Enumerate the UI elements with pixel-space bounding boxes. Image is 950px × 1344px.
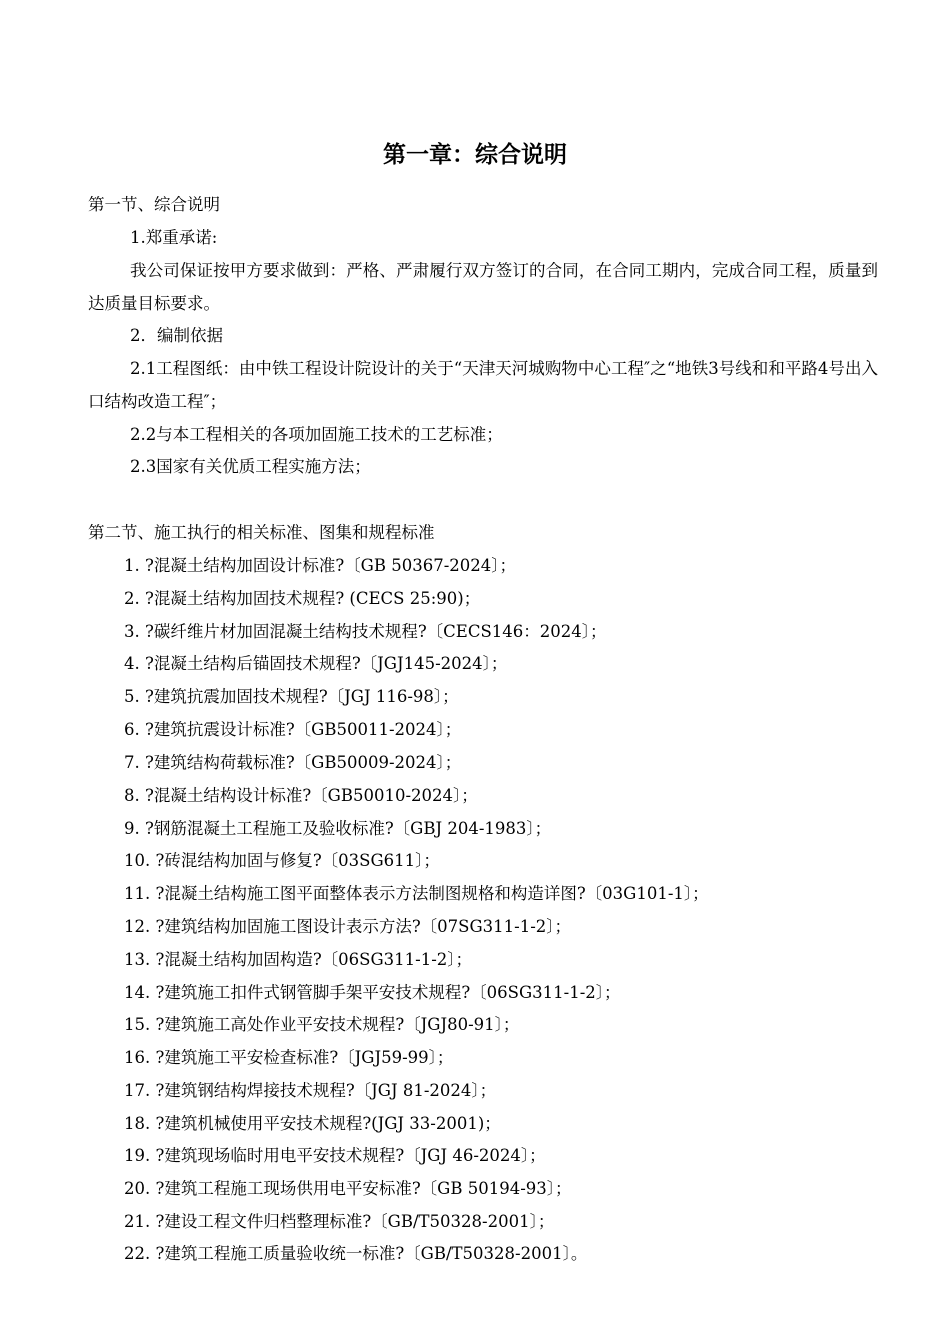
standard-item: 18. ?建筑机械使用平安技术规程?(JGJ 33-2001)；: [124, 1114, 501, 1133]
standard-item: 20. ?建筑工程施工现场供用电平安标准?〔GB 50194-93〕；: [124, 1179, 572, 1198]
standard-item: 2. ?混凝土结构加固技术规程? (CECS 25:90)；: [124, 589, 481, 608]
item2-1: 2.1工程图纸：由中铁工程设计院设计的关于“天津天河城购物中心工程″之“地铁3号线和和平路4号出入口结构改造工程″；: [88, 359, 878, 411]
standard-item: 15. ?建筑施工高处作业平安技术规程?〔JGJ80-91〕；: [124, 1015, 520, 1034]
item2-2: 2.2与本工程相关的各项加固施工技术的工艺标准；: [130, 425, 503, 444]
item1-body: 我公司保证按甲方要求做到：严格、严肃履行双方签订的合同，在合同工期内，完成合同工程，质量到达质量目标要求。: [88, 261, 878, 313]
standard-item: 5. ?建筑抗震加固技术规程?〔JGJ 116-98〕；: [124, 687, 459, 706]
standard-item: 11. ?混凝土结构施工图平面整体表示方法制图规格和构造详图?〔03G101-1〕；: [124, 884, 709, 903]
standard-item: 12. ?建筑结构加固施工图设计表示方法?〔07SG311-1-2〕；: [124, 917, 572, 936]
standard-item: 13. ?混凝土结构加固构造?〔06SG311-1-2〕；: [124, 950, 473, 969]
standard-item: 17. ?建筑钢结构焊接技术规程?〔JGJ 81-2024〕；: [124, 1081, 497, 1100]
standard-item: 8. ?混凝土结构设计标准?〔GB50010-2024〕；: [124, 786, 478, 805]
chapter-title: 第一章：综合说明: [383, 142, 567, 168]
standard-item: 14. ?建筑施工扣件式钢管脚手架平安技术规程?〔06SG311-1-2〕；: [124, 983, 621, 1002]
section2-heading: 第二节、施工执行的相关标准、图集和规程标准: [88, 523, 435, 542]
standard-item: 3. ?碳纤维片材加固混凝土结构技术规程?〔CECS146：2024〕；: [124, 622, 607, 641]
standard-item: 21. ?建设工程文件归档整理标准?〔GB/T50328-2001〕；: [124, 1212, 555, 1231]
standard-item: 22. ?建筑工程施工质量验收统一标准?〔GB/T50328-2001〕。: [124, 1244, 588, 1263]
standard-item: 7. ?建筑结构荷载标准?〔GB50009-2024〕；: [124, 753, 462, 772]
standard-item: 19. ?建筑现场临时用电平安技术规程?〔JGJ 46-2024〕；: [124, 1146, 546, 1165]
item2-title: 2．编制依据: [130, 326, 223, 345]
standard-item: 1. ?混凝土结构加固设计标准?〔GB 50367-2024〕；: [124, 556, 517, 575]
standard-item: 4. ?混凝土结构后锚固技术规程?〔JGJ145-2024〕；: [124, 654, 508, 673]
standard-item: 16. ?建筑施工平安检查标准?〔JGJ59-99〕；: [124, 1048, 454, 1067]
standard-item: 10. ?砖混结构加固与修复?〔03SG611〕；: [124, 851, 440, 870]
standard-item: 9. ?钢筋混凝土工程施工及验收标准?〔GBJ 204-1983〕；: [124, 819, 552, 838]
section1-heading: 第一节、综合说明: [88, 195, 220, 214]
item2-3: 2.3国家有关优质工程实施方法；: [130, 457, 371, 476]
standard-item: 6. ?建筑抗震设计标准?〔GB50011-2024〕；: [124, 720, 462, 739]
item1-title: 1.郑重承诺:: [130, 228, 218, 247]
